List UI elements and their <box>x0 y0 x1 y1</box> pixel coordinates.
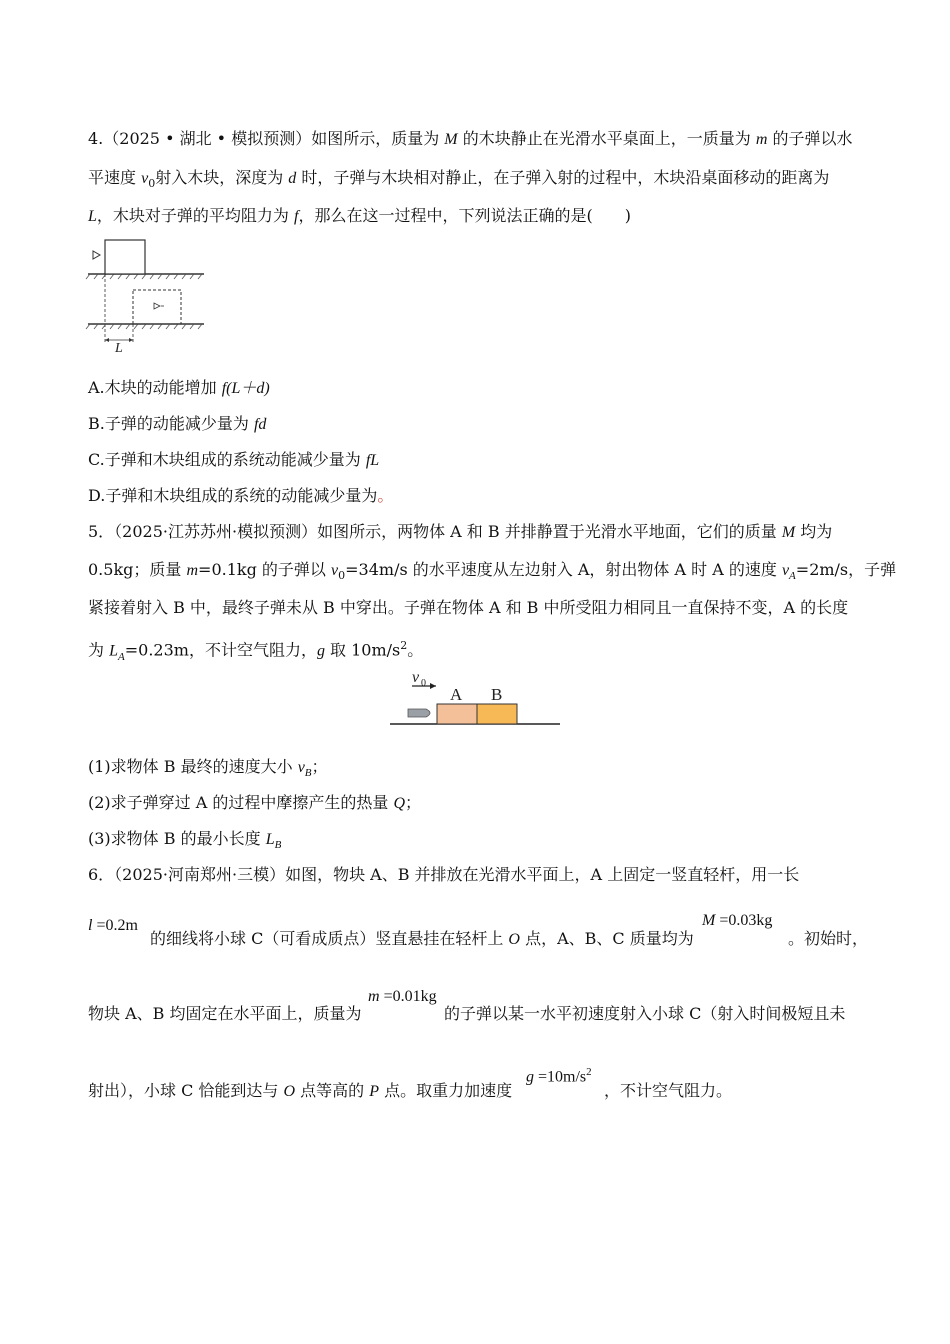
q5-block-a <box>437 704 477 724</box>
q4-figure <box>84 236 214 356</box>
q5-line-3: 紧接着射入 B 中，最终子弹未从 B 中穿出。子弹在物体 A 和 B 中所受阻力相同且一直保持不变，A 的长度 <box>88 598 849 617</box>
q4-figure-label-L: L <box>115 341 123 356</box>
q4-line-3: L，木块对子弹的平均阻力为 f，那么在这一过程中，下列说法正确的是( ) <box>88 206 631 225</box>
q5-sub-2: (2)求子弹穿过 A 的过程中摩擦产生的热量 Q； <box>88 793 422 812</box>
q4-option-a: A.木块的动能增加 f(L＋d) <box>88 378 270 397</box>
q5-figure-v-sub: 0 <box>421 678 426 689</box>
q5-bullet <box>408 709 430 717</box>
q5-figure-label-b: B <box>491 685 503 704</box>
q6-math-M: M =0.03kg <box>702 912 773 929</box>
q6-math-m: m =0.01kg <box>368 988 437 1005</box>
q6-math-g: $g =10m/s^2$ <box>526 1066 592 1086</box>
q6-line-3-end: 的子弹以某一水平初速度射入小球 C（射入时间极短且未 <box>444 1004 846 1023</box>
q6-line-2: 的细线将小球 C（可看成质点）竖直悬挂在轻杆上 O 点，A、B、C 质量均为 <box>150 929 694 948</box>
q5-line-1: 5．（2025·江苏苏州·模拟预测）如图所示，两物体 A 和 B 并排静置于光滑水平地面，它们的质量 M 均为 <box>88 522 833 541</box>
q6-line-4-end: ，不计空气阻力。 <box>604 1081 733 1100</box>
q6-line-1: 6．（2025·河南郑州·三模）如图，物块 A、B 并排放在光滑水平面上，A 上固定一竖直轻杆，用一长 <box>88 865 800 884</box>
q4-bullet-final <box>154 303 160 309</box>
q5-figure-v: v <box>412 670 420 686</box>
q5-figure <box>388 670 568 730</box>
q4-bullet-initial <box>93 251 100 259</box>
q6-line-2-end: 。初始时， <box>788 929 869 948</box>
q5-line-2: 0.5kg；质量 m=0.1kg 的子弹以 $v_0=34m/s$ 的水平速度从左边射入 A，射出物体 A 时 A 的速度 $v_A=2m/s$，子弹 <box>88 560 897 583</box>
q4-block-initial <box>105 240 145 274</box>
q4-option-c: C.子弹和木块组成的系统动能减少量为 fL <box>88 450 380 469</box>
q6-line-4: 射出），小球 C 恰能到达与 O 点等高的 P 点。取重力加速度 <box>88 1081 513 1100</box>
q4-option-d-mark: 。 <box>377 486 394 505</box>
q6-line-3: 物块 A、B 均固定在水平面上，质量为 <box>88 1004 362 1023</box>
q6-math-l: l =0.2m <box>88 917 138 934</box>
q4-line-2: 平速度 $v_0$射入木块，深度为 d 时，子弹与木块相对静止，在子弹入射的过程中，木块沿桌面移动的距离为 <box>88 168 830 191</box>
q5-sub-3: (3)求物体 B 的最小长度 $L_B$ <box>88 829 282 852</box>
q5-figure-label-a: A <box>450 685 463 704</box>
q5-block-b <box>477 704 517 724</box>
q4-option-d: D.子弹和木块组成的系统的动能减少量为。 <box>88 486 394 505</box>
q5-line-4: 为 $L_A=0.23m$，不计空气阻力，g 取 $10m/s^2$。 <box>88 639 424 663</box>
q5-sub-1: (1)求物体 B 最终的速度大小 $v_B$； <box>88 757 328 780</box>
q4-option-b: B.子弹的动能减少量为 fd <box>88 414 267 433</box>
q4-line-1: 4.（2025 • 湖北 • 模拟预测）如图所示，质量为 M 的木块静止在光滑水平桌面上，一质量为 m 的子弹以水 <box>88 129 853 148</box>
